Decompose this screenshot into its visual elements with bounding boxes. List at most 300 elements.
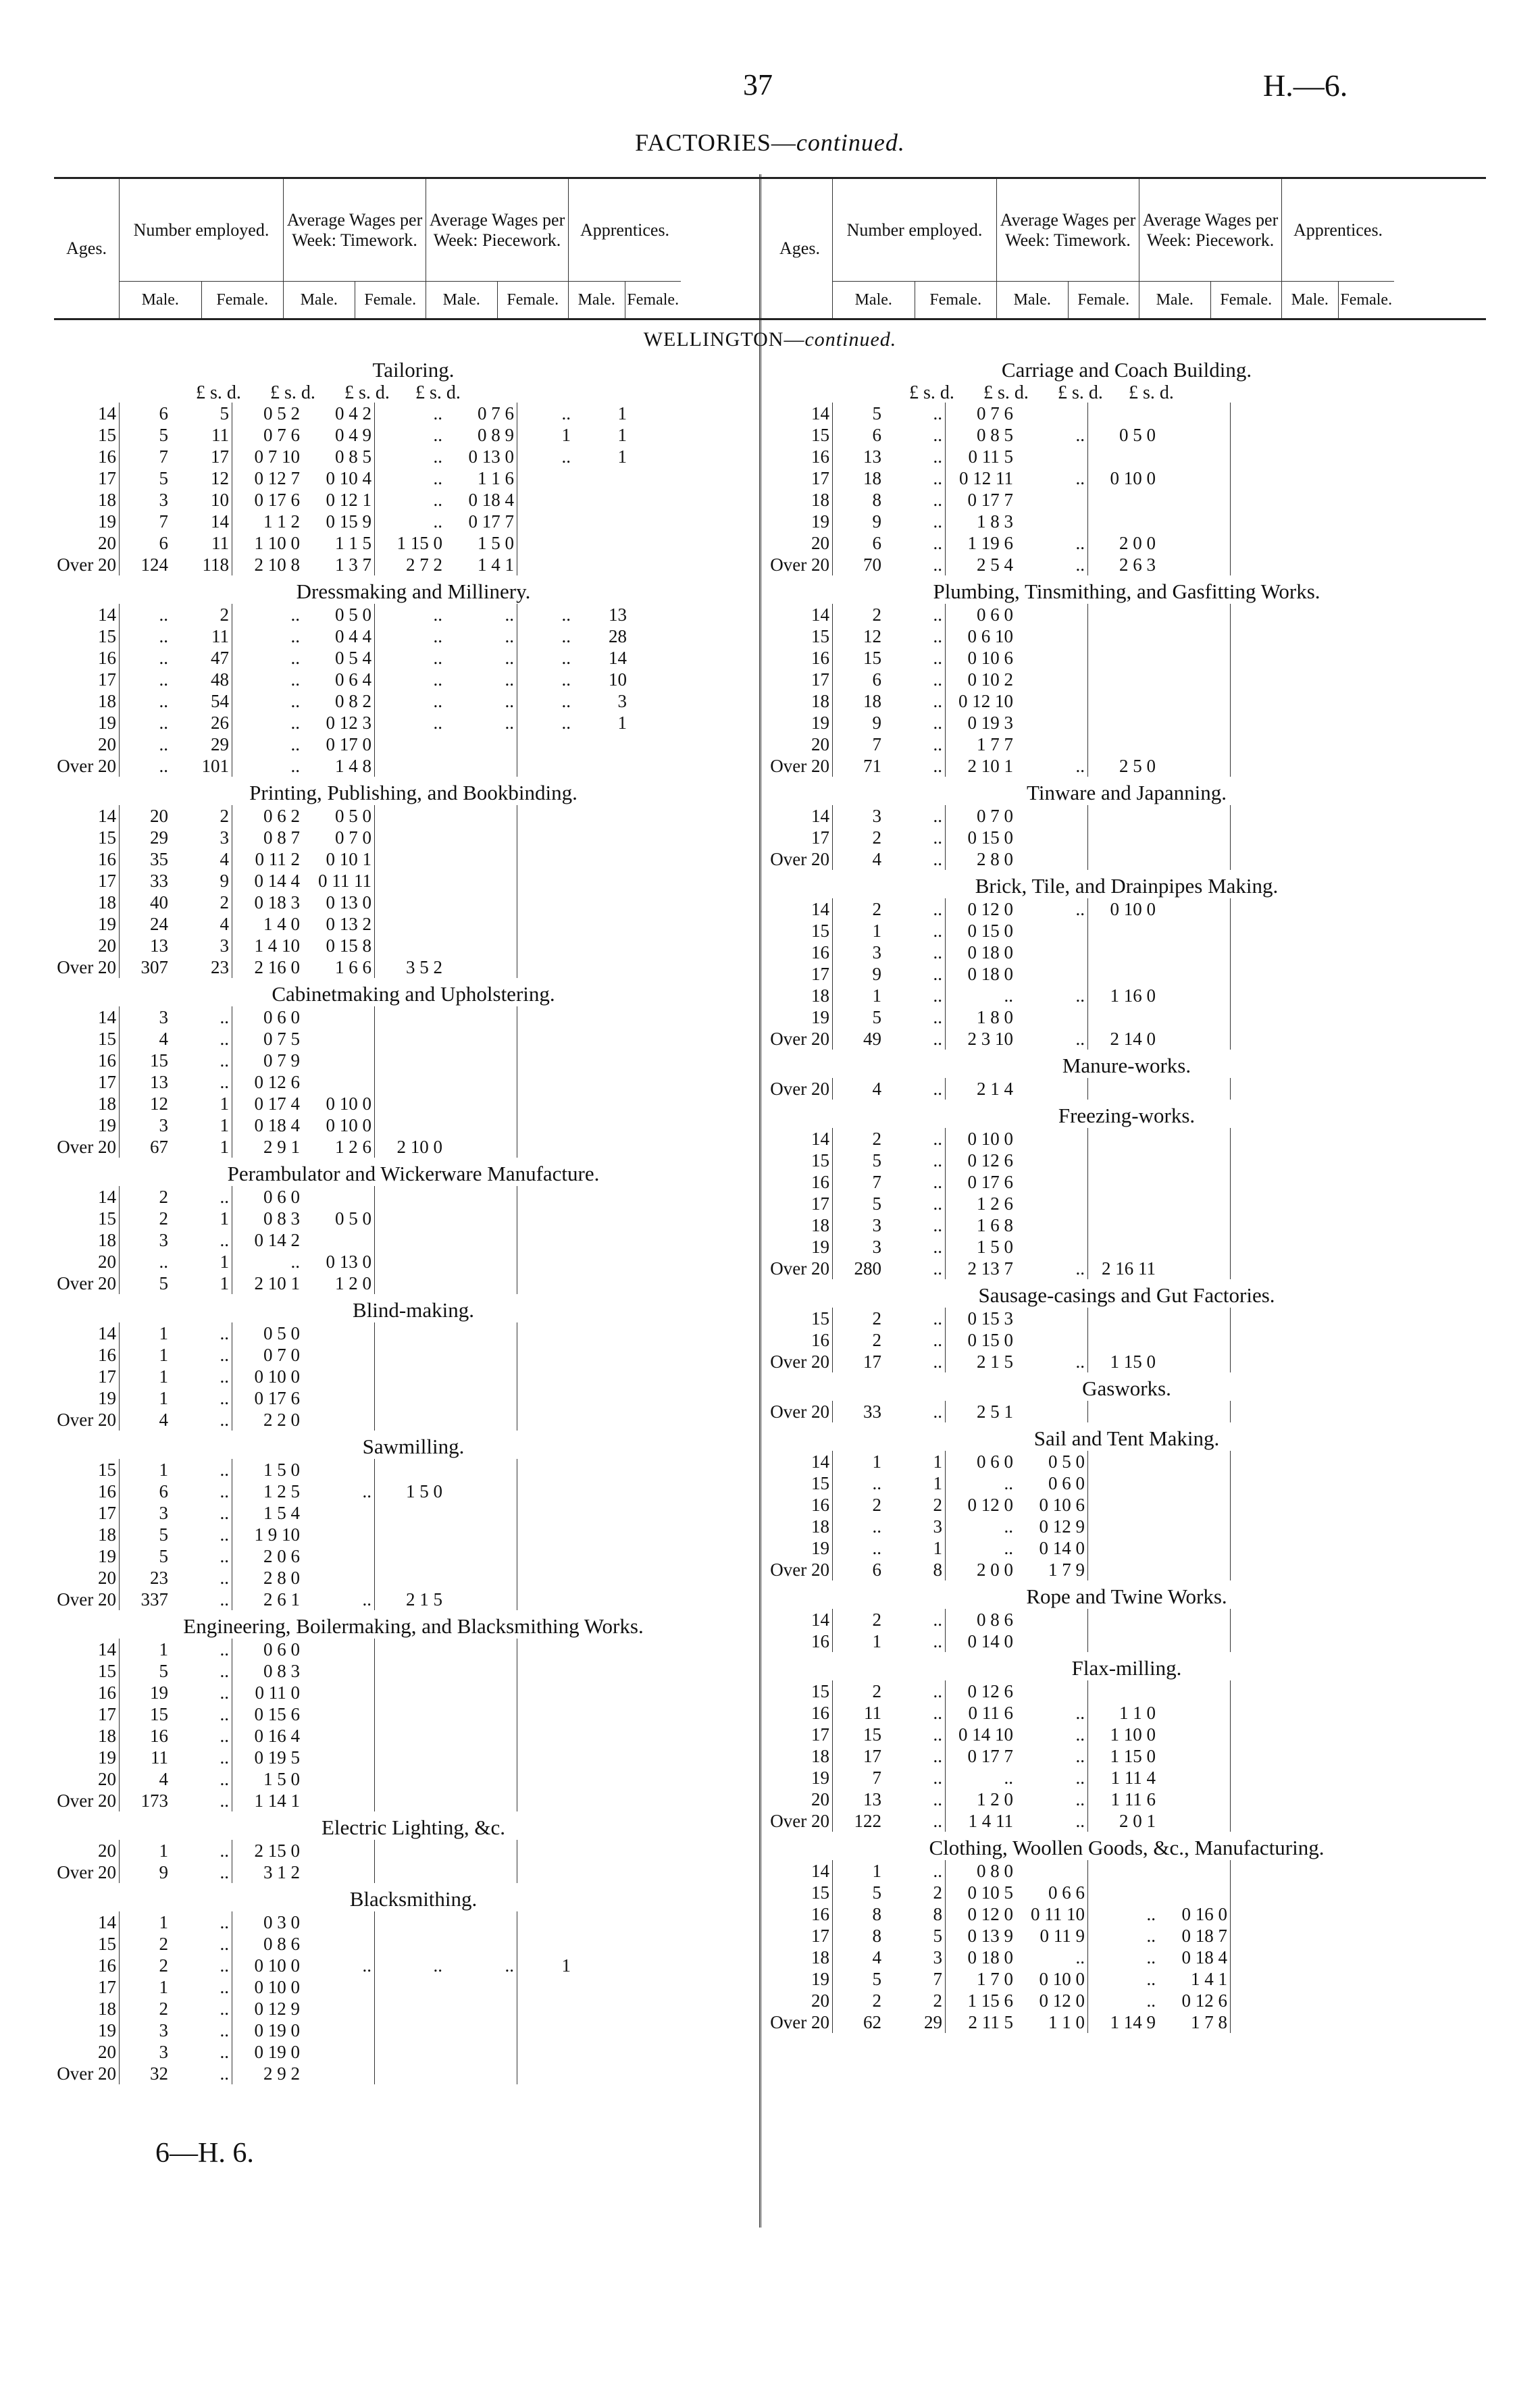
piecework-male-cell: ..	[375, 690, 446, 712]
timework-male-cell: 1 4 10	[232, 935, 303, 956]
piecework-male-cell	[375, 1387, 446, 1409]
apprentices-female-cell	[573, 1790, 630, 1811]
timework-male-cell: 0 13 9	[946, 1925, 1017, 1947]
timework-female-cell: 0 6 6	[1048, 1882, 1085, 1903]
apprentices-male-cell	[517, 1682, 574, 1703]
piecework-male-cell: ..	[375, 1955, 446, 1976]
timework-male-cell: 0 16 4	[232, 1725, 303, 1747]
piecework-male-cell: 1 16 0	[1088, 985, 1159, 1006]
table-row	[767, 532, 1343, 554]
piecework-male-cell	[375, 805, 446, 827]
age-cell: 17	[811, 467, 829, 488]
apprentices-female-cell	[573, 1409, 630, 1431]
apprentices-female-cell	[573, 913, 630, 935]
apprentices-female-cell	[573, 1387, 630, 1409]
female-employed-cell: 118	[202, 554, 229, 575]
table-row	[767, 1609, 1343, 1630]
male-employed-cell: 5	[120, 467, 172, 489]
piecework-male-cell	[375, 935, 446, 956]
piecework-female-cell	[445, 1028, 517, 1050]
timework-female-cell	[1016, 1150, 1088, 1171]
table-row	[767, 1947, 1343, 1968]
male-employed-cell: 4	[833, 1078, 885, 1100]
male-employed-cell: 1	[833, 1860, 885, 1882]
apprentices-female-cell	[573, 848, 630, 870]
section	[54, 1162, 773, 1294]
apprentices-male-cell	[517, 1502, 574, 1524]
apprentices-female-cell	[1287, 1006, 1343, 1028]
piecework-female-cell	[445, 1747, 517, 1768]
section-title: Brick, Tile, and Drainpipes Making.	[975, 874, 1279, 898]
ages-header	[767, 179, 833, 318]
timework-male-cell: 1 2 0	[946, 1789, 1017, 1810]
male-employed-cell: 49	[833, 1028, 885, 1050]
timework-female-cell: ..	[1075, 1947, 1085, 1967]
timework-female-cell	[1016, 1401, 1088, 1422]
apprentices-female-cell	[573, 1028, 630, 1050]
age-cell: 20	[98, 734, 116, 754]
apprentices-female-cell	[573, 1589, 630, 1610]
piecework-female-cell: ..	[505, 647, 514, 668]
section-table	[767, 1308, 1343, 1372]
age-cell: 17	[98, 1976, 116, 1997]
apprentices-male-cell	[1231, 424, 1287, 446]
apprentices-female-cell	[1287, 1150, 1343, 1171]
piecework-male-cell: ..	[375, 625, 446, 647]
timework-male-cell: 1 9 10	[232, 1524, 303, 1545]
table-row	[767, 734, 1343, 755]
female-employed-cell: 1	[220, 1114, 229, 1135]
apprentices-female-cell	[573, 1747, 630, 1768]
timework-male-cell: 1 8 3	[946, 511, 1017, 532]
timework-male-cell: ..	[232, 1251, 303, 1272]
male-employed-cell: 6	[120, 1481, 172, 1502]
piecework-female-cell: 0 18 4	[1181, 1947, 1227, 1967]
apprentices-male-cell	[1231, 1401, 1287, 1422]
age-cell: 15	[811, 1472, 829, 1493]
apprentices-female-cell	[573, 532, 630, 554]
column-header	[767, 177, 1486, 320]
male-employed-cell: 18	[833, 690, 885, 712]
section	[767, 580, 1486, 777]
timework-male-cell: 0 11 6	[946, 1702, 1017, 1724]
female-subheader: Female.	[915, 282, 997, 318]
timework-male-cell: 2 3 10	[946, 1028, 1017, 1050]
table-row	[54, 403, 630, 424]
female-employed-cell: ..	[220, 1567, 229, 1588]
female-employed-cell: 3	[933, 1516, 942, 1537]
timework-male-cell: 0 12 0	[946, 1494, 1017, 1516]
male-employed-cell: 3	[120, 1229, 172, 1251]
piecework-female-cell: ..	[505, 1955, 514, 1976]
male-employed-cell: 33	[833, 1401, 885, 1422]
age-cell: Over 20	[57, 1272, 116, 1293]
section-table	[767, 1680, 1343, 1832]
table-row	[767, 1745, 1343, 1767]
piecework-female-cell: 0 16 0	[1181, 1903, 1227, 1924]
piecework-female-cell	[1158, 1724, 1231, 1745]
piecework-female-cell	[1158, 489, 1231, 511]
male-employed-cell: 24	[120, 913, 172, 935]
piecework-male-cell: ..	[1088, 1903, 1159, 1925]
timework-male-cell: 2 1 4	[946, 1078, 1017, 1100]
age-cell: 15	[811, 1150, 829, 1170]
timework-male-cell: 0 8 3	[232, 1208, 303, 1229]
male-employed-cell: 3	[833, 1214, 885, 1236]
piecework-male-cell	[1088, 734, 1159, 755]
table-row	[767, 604, 1343, 625]
apprentices-female-cell	[573, 1186, 630, 1208]
female-employed-cell: 23	[211, 956, 229, 977]
apprentices-male-cell	[517, 1093, 574, 1114]
table-row	[54, 1861, 630, 1883]
female-employed-cell: ..	[220, 1725, 229, 1746]
timework-male-cell: 2 5 1	[946, 1401, 1017, 1422]
piecework-male-cell	[1088, 963, 1159, 985]
timework-female-cell: ..	[1075, 1745, 1085, 1766]
timework-male-cell: 2 5 4	[946, 554, 1017, 575]
male-subheader: Male.	[854, 290, 892, 309]
apprentices-female-cell	[573, 1344, 630, 1366]
female-employed-cell: ..	[933, 424, 942, 445]
timework-male-cell: 1 5 0	[232, 1459, 303, 1481]
apprentices-female-cell	[1287, 1128, 1343, 1150]
male-employed-cell: 15	[120, 1703, 172, 1725]
age-cell: Over 20	[770, 554, 829, 575]
table-row	[767, 1214, 1343, 1236]
apprentices-female-cell	[573, 1933, 630, 1955]
piecework-female-cell	[445, 956, 517, 978]
piecework-female-cell	[1158, 1308, 1231, 1329]
apprentices-female-cell	[1287, 1236, 1343, 1258]
timework-male-cell: 0 15 0	[946, 920, 1017, 942]
piecework-male-cell	[1088, 942, 1159, 963]
piecework-male-cell	[375, 755, 446, 777]
apprentices-female-cell: 28	[609, 625, 627, 646]
timework-male-cell: 0 11 2	[232, 848, 303, 870]
age-cell: 19	[98, 1747, 116, 1768]
piecework-male-cell	[375, 1840, 446, 1861]
piecework-male-cell: 2 14 0	[1088, 1028, 1159, 1050]
piecework-female-cell	[445, 1682, 517, 1703]
section	[54, 1816, 773, 1883]
table-row	[54, 1459, 630, 1481]
piecework-male-cell: 2 7 2	[375, 554, 446, 575]
section	[54, 1435, 773, 1610]
timework-male-cell: ..	[946, 1472, 1017, 1494]
section	[767, 1836, 1486, 2033]
piecework-female-cell	[1158, 1789, 1231, 1810]
piecework-male-cell	[1088, 1860, 1159, 1882]
female-employed-cell: 3	[220, 935, 229, 956]
female-employed-cell: ..	[933, 489, 942, 510]
apprentices-male-cell: ..	[517, 647, 574, 669]
piecework-female-cell: 1 7 8	[1191, 2011, 1227, 2032]
female-employed-cell: ..	[220, 1747, 229, 1768]
region-heading	[567, 328, 973, 351]
piecework-male-cell	[1088, 848, 1159, 870]
apprentices-male-cell	[1231, 403, 1287, 424]
timework-male-cell: 0 12 6	[232, 1071, 303, 1093]
apprentices-female-cell	[1287, 942, 1343, 963]
timework-female-cell	[1016, 1609, 1088, 1630]
apprentices-male-cell	[517, 532, 574, 554]
timework-male-cell: ..	[946, 1516, 1017, 1537]
piecework-female-cell	[445, 734, 517, 755]
female-employed-cell: ..	[220, 1955, 229, 1976]
timework-female-cell: 0 12 0	[1039, 1990, 1085, 2011]
female-employed-cell: ..	[220, 1322, 229, 1343]
table-row	[767, 805, 1343, 827]
male-employed-cell: 19	[120, 1682, 172, 1703]
female-employed-cell: ..	[220, 2041, 229, 2062]
apprentices-male-cell	[1231, 1609, 1287, 1630]
age-cell: 18	[811, 1745, 829, 1766]
apprentices-female-cell	[573, 827, 630, 848]
timework-female-cell	[303, 1050, 375, 1071]
timework-male-cell: ..	[232, 755, 303, 777]
male-employed-cell: 6	[833, 669, 885, 690]
section-table	[54, 1639, 630, 1811]
piecework-female-cell	[445, 1071, 517, 1093]
piecework-male-cell: ..	[375, 647, 446, 669]
piecework-male-cell	[1088, 1329, 1159, 1351]
piecework-female-cell	[445, 1251, 517, 1272]
male-employed-cell: 122	[833, 1810, 885, 1832]
piecework-male-cell	[375, 1050, 446, 1071]
table-row	[767, 827, 1343, 848]
timework-male-cell: 0 15 0	[946, 1329, 1017, 1351]
age-cell: 19	[811, 1537, 829, 1558]
female-employed-cell: ..	[933, 1745, 942, 1766]
piecework-female-cell	[1158, 1745, 1231, 1767]
table-row	[54, 2063, 630, 2084]
table-row	[767, 755, 1343, 777]
apprentices-male-cell	[1231, 712, 1287, 734]
ages-header	[54, 179, 120, 318]
female-employed-cell: ..	[933, 403, 942, 423]
male-employed-cell: 7	[120, 446, 172, 467]
apprentices-male-cell	[1231, 1494, 1287, 1516]
section-table	[767, 1451, 1343, 1580]
piecework-male-cell: ..	[1088, 1968, 1159, 1990]
apprentices-female-cell	[1287, 1882, 1343, 1903]
timework-male-cell: 1 1 2	[232, 511, 303, 532]
piecework-female-cell	[1158, 1810, 1231, 1832]
age-cell: 15	[811, 920, 829, 941]
timework-male-cell: 2 1 5	[946, 1351, 1017, 1372]
section	[54, 358, 773, 575]
female-employed-cell: ..	[933, 446, 942, 467]
male-employed-cell: 4	[120, 1028, 172, 1050]
apprentices-male-cell	[517, 1703, 574, 1725]
male-employed-cell: ..	[120, 712, 172, 734]
table-row	[54, 1251, 630, 1272]
apprentices-female-cell	[1287, 1630, 1343, 1652]
age-cell: 19	[811, 1968, 829, 1989]
apprentices-male-cell	[1231, 554, 1287, 575]
male-employed-cell: 6	[833, 424, 885, 446]
timework-female-cell	[303, 1322, 375, 1344]
table-row	[767, 467, 1343, 489]
table-row	[54, 1955, 630, 1976]
apprentices-male-cell	[517, 805, 574, 827]
apprentices-female-cell: 1	[617, 446, 627, 467]
timework-male-cell: 0 18 0	[946, 963, 1017, 985]
timework-male-cell: 0 17 6	[946, 1171, 1017, 1193]
table-row	[767, 1903, 1343, 1925]
female-employed-cell: ..	[933, 690, 942, 711]
timework-female-cell	[303, 1747, 375, 1768]
timework-female-cell: 0 12 1	[326, 489, 371, 510]
piecework-male-cell: ..	[1088, 1947, 1159, 1968]
piecework-male-cell	[1088, 1128, 1159, 1150]
piecework-male-cell	[375, 1768, 446, 1790]
timework-female-cell	[1016, 1680, 1088, 1702]
male-employed-cell: 2	[833, 1609, 885, 1630]
apprentices-female-cell	[1287, 848, 1343, 870]
female-employed-cell: 29	[211, 734, 229, 754]
timework-male-cell: 0 10 0	[232, 1955, 303, 1976]
piecework-male-cell: ..	[375, 467, 446, 489]
timework-male-cell: 0 7 10	[232, 446, 303, 467]
timework-female-cell	[1016, 1329, 1088, 1351]
timework-female-cell: ..	[1075, 1351, 1085, 1372]
apprentices-female-cell	[573, 2019, 630, 2041]
female-employed-cell: ..	[933, 1078, 942, 1099]
piecework-male-cell: 1 11 4	[1088, 1767, 1159, 1789]
piecework-female-cell	[1158, 1193, 1231, 1214]
piecework-male-cell	[1088, 647, 1159, 669]
piecework-male-cell	[1088, 1078, 1159, 1100]
apprentices-male-cell	[1231, 1925, 1287, 1947]
apprentices-female-cell	[1287, 1903, 1343, 1925]
piecework-female-cell	[1158, 1401, 1231, 1422]
apprentices-male-cell	[1231, 690, 1287, 712]
female-employed-cell: ..	[220, 1344, 229, 1365]
male-employed-cell: 173	[120, 1790, 172, 1811]
timework-female-cell: ..	[1075, 1767, 1085, 1788]
apprentices-female-cell	[573, 734, 630, 755]
apprentices-female-cell	[1287, 1925, 1343, 1947]
timework-male-cell: 0 8 6	[232, 1933, 303, 1955]
table-row	[54, 1725, 630, 1747]
female-subheader: Female.	[1210, 282, 1282, 318]
piecework-female-cell	[445, 2063, 517, 2084]
table-row	[54, 489, 630, 511]
currency-units-label: £ s. d.	[1129, 382, 1174, 403]
female-employed-cell: ..	[220, 1933, 229, 1954]
age-cell: 19	[811, 511, 829, 532]
timework-male-cell: 1 7 0	[946, 1968, 1017, 1990]
piecework-female-cell	[1158, 827, 1231, 848]
timework-female-cell: 0 5 0	[335, 604, 371, 625]
piecework-male-cell: ..	[375, 489, 446, 511]
age-cell: Over 20	[770, 755, 829, 776]
piecework-female-cell	[1158, 446, 1231, 467]
table-row	[54, 1768, 630, 1790]
age-cell: 14	[811, 805, 829, 826]
male-employed-cell: 5	[120, 1660, 172, 1682]
apprentices-female-cell	[1287, 827, 1343, 848]
apprentices-male-cell	[1231, 1516, 1287, 1537]
male-employed-cell: 23	[120, 1567, 172, 1589]
male-employed-cell: 3	[120, 1114, 172, 1136]
piecework-male-cell: ..	[1088, 1990, 1159, 2011]
female-employed-cell: 2	[933, 1990, 942, 2011]
timework-female-cell	[303, 1768, 375, 1790]
region-suffix: continued.	[804, 328, 897, 351]
timework-female-cell: 0 5 4	[335, 647, 371, 668]
age-cell: Over 20	[57, 1589, 116, 1610]
table-row	[767, 1401, 1343, 1422]
piecework-female-cell: 1 1 6	[478, 467, 514, 488]
right-table	[767, 177, 1486, 2230]
age-cell: 18	[98, 1725, 116, 1746]
female-employed-cell: 12	[211, 467, 229, 488]
timework-male-cell: 0 18 4	[232, 1114, 303, 1136]
timework-male-cell: 0 6 10	[946, 625, 1017, 647]
age-cell: 18	[98, 489, 116, 510]
male-employed-cell: 280	[833, 1258, 885, 1279]
timework-female-cell: ..	[1075, 554, 1085, 575]
male-employed-cell: 1	[833, 920, 885, 942]
timework-female-cell	[1016, 963, 1088, 985]
apprentices-male-cell	[1231, 1128, 1287, 1150]
apprentices-male-cell	[1231, 647, 1287, 669]
timework-male-cell: 0 14 0	[946, 1630, 1017, 1652]
timework-female-cell: ..	[1075, 532, 1085, 553]
timework-male-cell: 0 17 6	[232, 1387, 303, 1409]
section-title: Sausage-casings and Gut Factories.	[978, 1283, 1275, 1307]
piecework-male-cell	[1088, 805, 1159, 827]
timework-female-cell	[1016, 669, 1088, 690]
section	[767, 1376, 1486, 1422]
timework-male-cell: 0 8 7	[232, 827, 303, 848]
male-employed-cell: 5	[833, 1193, 885, 1214]
table-row	[54, 1387, 630, 1409]
piecework-female-cell: ..	[505, 690, 514, 711]
timework-male-cell: 0 19 0	[232, 2019, 303, 2041]
male-employed-cell: 11	[833, 1702, 885, 1724]
timework-header	[284, 179, 426, 318]
section-title: Sawmilling.	[362, 1435, 465, 1458]
age-cell: 18	[811, 1214, 829, 1235]
apprentices-male-cell	[1231, 1702, 1287, 1724]
piecework-male-cell	[1088, 625, 1159, 647]
timework-male-cell: 0 10 0	[232, 1976, 303, 1998]
apprentices-male-cell	[1231, 511, 1287, 532]
piecework-female-cell	[445, 1229, 517, 1251]
male-employed-cell: ..	[120, 647, 172, 669]
apprentices-female-cell	[1287, 985, 1343, 1006]
currency-units-label: £ s. d.	[1058, 382, 1103, 403]
apprentices-female-cell	[1287, 1559, 1343, 1580]
timework-female-cell: 1 4 8	[335, 755, 371, 776]
timework-male-cell: 0 10 2	[946, 669, 1017, 690]
piecework-female-cell	[1158, 1630, 1231, 1652]
apprentices-male-cell	[517, 1481, 574, 1502]
female-employed-cell: ..	[220, 1502, 229, 1523]
female-employed-cell: ..	[220, 1660, 229, 1681]
male-employed-cell: 62	[833, 2011, 885, 2033]
piecework-male-cell	[1088, 1006, 1159, 1028]
apprentices-female-cell	[1287, 963, 1343, 985]
female-employed-cell: ..	[933, 1308, 942, 1329]
male-employed-cell: 2	[833, 604, 885, 625]
timework-male-cell: 1 7 7	[946, 734, 1017, 755]
piecework-male-cell	[375, 1725, 446, 1747]
